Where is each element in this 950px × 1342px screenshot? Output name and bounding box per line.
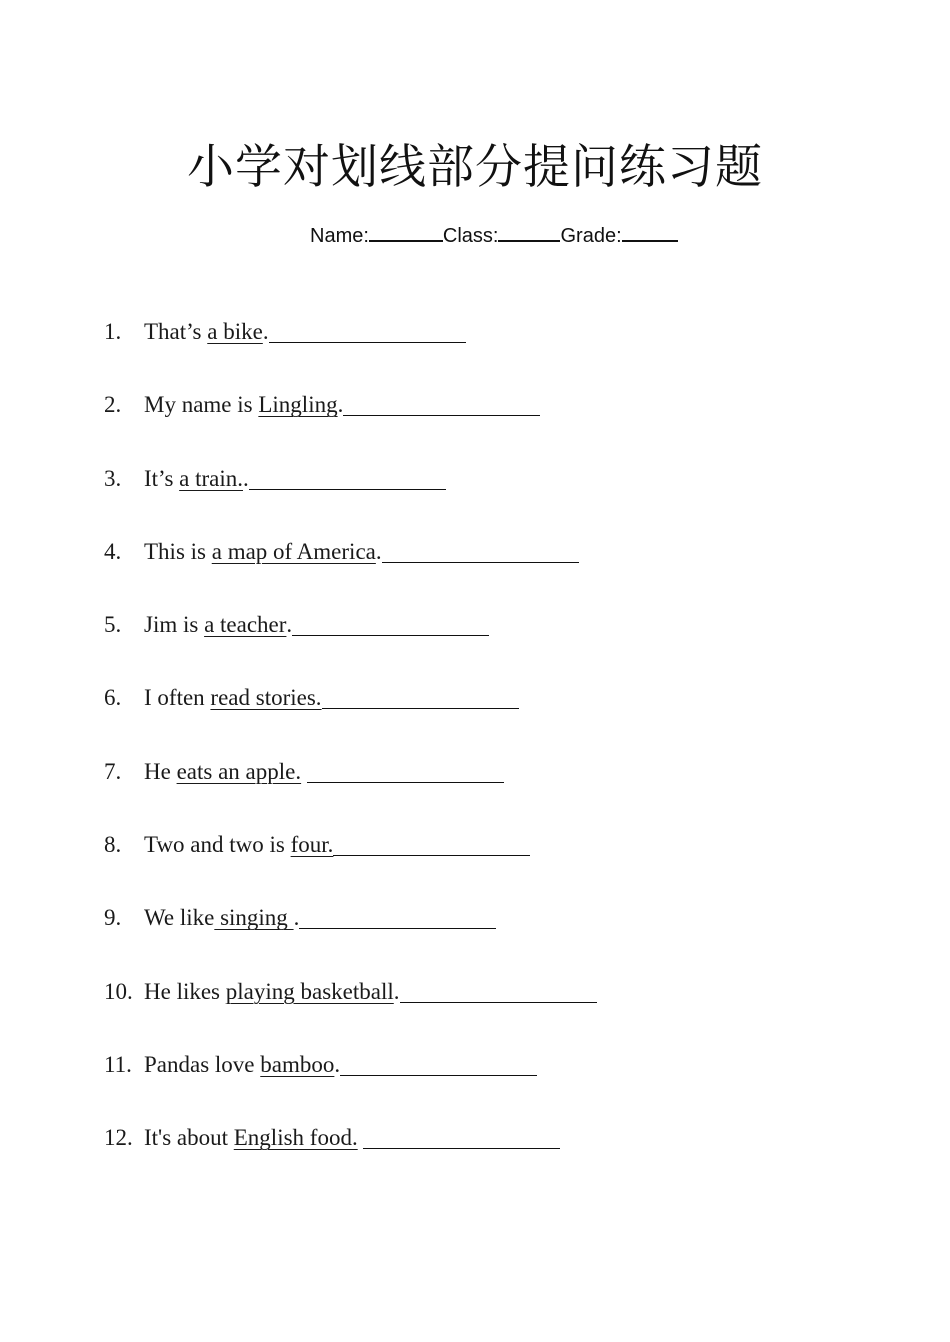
question-end: . xyxy=(243,465,249,491)
underlined-part: playing basketball xyxy=(225,978,394,1004)
question-item xyxy=(104,681,597,754)
answer-blank[interactable] xyxy=(400,975,597,1003)
question-number: 11. xyxy=(104,1051,132,1077)
underlined-part: eats an apple. xyxy=(176,758,302,784)
answer-blank[interactable] xyxy=(333,828,530,856)
grade-label: Grade: xyxy=(560,225,622,247)
question-text: Pandas love xyxy=(144,1051,261,1077)
question-text: Two and two is xyxy=(144,832,291,858)
answer-blank[interactable] xyxy=(340,1048,537,1076)
question-item xyxy=(104,315,597,388)
underlined-part: bamboo xyxy=(260,1051,335,1077)
worksheet-title: 小学对划线部分提问练习题 xyxy=(187,140,763,195)
question-item xyxy=(104,755,597,828)
answer-blank[interactable] xyxy=(363,1121,560,1149)
question-item xyxy=(104,388,597,461)
question-item xyxy=(104,975,597,1048)
question-number: 12. xyxy=(104,1125,133,1151)
question-end: . xyxy=(334,1051,341,1077)
question-list xyxy=(104,315,597,1195)
underlined-part: read stories. xyxy=(210,685,322,711)
question-text: It’s xyxy=(144,465,180,491)
question-end: . xyxy=(293,905,300,931)
question-text: Jim is xyxy=(144,612,205,638)
question-text: It's about xyxy=(144,1125,234,1151)
question-number: 5. xyxy=(104,612,122,638)
grade-blank[interactable] xyxy=(622,222,678,242)
question-end: . xyxy=(286,612,293,638)
question-text: He likes xyxy=(144,978,226,1004)
underlined-part: English food. xyxy=(233,1125,358,1151)
question-number: 2. xyxy=(104,392,122,418)
question-number: 6. xyxy=(104,685,122,711)
question-text: We like xyxy=(144,905,215,931)
question-number: 3. xyxy=(104,465,122,491)
question-text: He xyxy=(144,758,177,784)
answer-blank[interactable] xyxy=(322,681,519,709)
answer-blank[interactable] xyxy=(382,535,579,563)
question-text: This is xyxy=(144,538,212,564)
question-text: That’s xyxy=(144,319,208,344)
underlined-part: a map of America xyxy=(211,538,376,564)
question-item xyxy=(104,828,597,901)
underlined-part: a teacher xyxy=(204,612,287,638)
question-item xyxy=(104,1048,597,1121)
underlined-part: a train. xyxy=(179,465,243,491)
underlined-part: a bike xyxy=(207,319,263,344)
question-number: 7. xyxy=(104,758,122,784)
answer-blank[interactable] xyxy=(307,755,504,783)
student-info-line xyxy=(310,222,678,249)
answer-blank[interactable] xyxy=(299,901,496,929)
question-end: . xyxy=(262,319,269,344)
class-blank[interactable] xyxy=(498,222,560,242)
question-number: 4. xyxy=(104,538,122,564)
question-number: 1. xyxy=(104,319,122,344)
question-item xyxy=(104,608,597,681)
question-end: . xyxy=(393,978,400,1004)
question-item xyxy=(104,1121,597,1194)
class-label: Class: xyxy=(442,225,499,247)
question-number: 10. xyxy=(104,978,133,1004)
answer-blank[interactable] xyxy=(292,608,489,636)
question-item xyxy=(104,901,597,974)
question-end: . xyxy=(375,538,382,564)
underlined-part: Lingling xyxy=(258,392,338,418)
question-number: 8. xyxy=(104,832,122,858)
question-item xyxy=(104,535,597,608)
underlined-part: four. xyxy=(290,832,334,858)
name-blank[interactable] xyxy=(369,222,443,242)
answer-blank[interactable] xyxy=(269,315,466,343)
answer-blank[interactable] xyxy=(249,462,446,490)
question-number: 9. xyxy=(104,905,122,931)
question-end: . xyxy=(337,392,344,418)
question-text: My name is xyxy=(144,392,259,418)
question-text: I often xyxy=(144,685,211,711)
underlined-part: singing xyxy=(214,905,294,931)
name-label: Name: xyxy=(310,225,369,247)
answer-blank[interactable] xyxy=(343,388,540,416)
question-item xyxy=(104,462,597,535)
